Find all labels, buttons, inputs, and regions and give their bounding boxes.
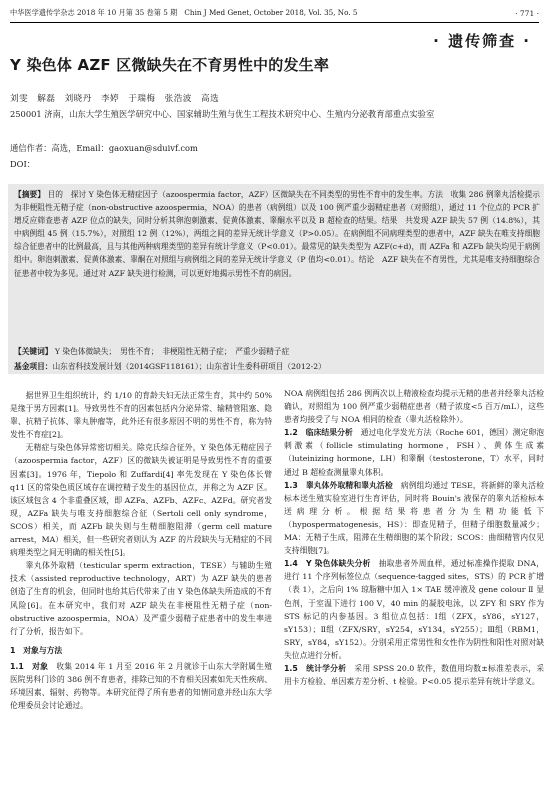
subsection-heading: 1.5 统计学分析 [284, 663, 347, 673]
keywords-text: Y 染色体微缺失； 男性不育； 非梗阻性无精子症； 严重少弱精子症 [52, 347, 290, 356]
funding [14, 361, 540, 372]
subsection-heading: 1.4 Y 染色体缺失分析 [284, 559, 371, 569]
subsection-text: 通过电化学发光方法（Roche 601，德国）测定卵泡刺激素（follicle stimulating hormone，FSH）、黄体生成素（luteinizing hormone，LH）和睾酮（testosterone，T）水平，同时通过 B 超检查测量睾丸体积。 [284, 428, 544, 477]
abstract-label: 【摘要】 [14, 190, 45, 199]
body-paragraph [284, 426, 544, 478]
article-title: Y 染色体 AZF 区微缺失在不育男性中的发生率 [10, 56, 330, 74]
body-right-column [284, 387, 544, 688]
body-paragraph [284, 557, 544, 662]
journal-citation: 中华医学遗传学杂志 2018 年 10 月第 35 卷第 5 期 Chin J Med Genet, October 2018, Vol. 35, No. 5 [10, 8, 358, 17]
body-paragraph: 睾丸体外取精（testicular sperm extraction，TESE）与辅助生殖技术（assisted reproductive technology，ART）为 AZF 缺失的患者创造了生育的机会，但同时也给其后代带来了由 Y 染色体缺失所造成的不育风险[6]。在本研究中，我们对 AZF 缺失在非梗阻性无精子症（non-obstructive azoospermia，NOA）及严重少弱精子症患者中的发生率进行了分析，报告如下。 [10, 561, 272, 636]
abstract [14, 188, 540, 280]
subsection-text: 采用 SPSS 20.0 软件，数值用均数±标准差表示，采用卡方检验、单因素方差分析、t 检验。P<0.05 提示差异有统计学意义。 [284, 663, 544, 687]
funding-label: 基金项目： [14, 362, 53, 371]
doi: DOI： [10, 159, 36, 169]
correspondence: 通信作者：高选，Email：gaoxuan@sduivf.com [10, 143, 198, 153]
subsection-heading: 1.3 睾丸体外取精和睾丸活检 [284, 480, 393, 490]
keywords [14, 346, 540, 357]
column-tag: · 遗传筛查 · [433, 32, 531, 50]
subsection-text: 收集 2014 年 1 月至 2016 年 2 月就诊于山东大学附属生殖医院男科门诊的 386 例不育患者，排除已知的不育相关因素如先天性疾病、环境因素、辐射、药物等。本研究征得了所有患者的知情同意并经山东大学伦理委员会讨论通过。 [10, 661, 273, 711]
body-paragraph: NOA 病例组包括 286 例两次以上精液检查均提示无精的患者并经睾丸活检确认，对照组为 100 例严重少弱精症患者（精子浓度<5 百万/mL），这些患者均接受了与 NOA 相同的检查（睾丸活检除外）。 [284, 389, 544, 425]
abstract-text: 目的 探讨 Y 染色体无精症因子（azoospermia factor，AZF）区微缺失在不同类型的男性不育中的发生率。方法 收集 286 例睾丸活检提示为非梗阻性无精子症（non-obstructive azoospermia，NOA）的患者（病例组）以及 100 例严重少弱精症患者（对照组），通过 11 个位点的 PCR 扩增反应筛查患者 AZF 位点的缺失，同时分析其卵泡刺激素、促黄体激素、睾酮水平以及 B 超检查的结果。结果 共发现 AZF 缺失 57 例（14.8%），其中病例组 45 例（15.7%），对照组 12 例（12%），两组之间的差异无统计学意义（P>0.05）。在病例组不同病理类型的患者中，AZF 缺失在唯支持细胞综合征患者中的比例最高，且与其他两种病理类型的差异有统计学意义（P<0.01）。最常见的缺失类型为 AZF(c+d)，而 AZFa 和 AZFb 缺失均见于病例组中。卵泡刺激素、促黄体激素、睾酮在对照组与病例组之间的差异无统计学意义（P 值均<0.01）。结论 AZF 缺失在不育男性，尤其是唯支持细胞综合征患者中较为多见。通过对 AZF 缺失进行检测，可以更好地揭示男性不育的病因。 [14, 190, 540, 278]
subsection-heading: 1.1 对象 [10, 661, 49, 671]
subsection-text: 抽取患者外周血样，通过标准操作提取 DNA，进行 11 个序列标签位点（sequence-tagged sites，STS）的 PCR 扩增（表 1），之后向 1% 琼脂糖中加入 1× TAE 缓冲液及 gene colour Ⅱ 显色剂，于室温下进行 100 V，40 min 的凝胶电泳，以 ZFY 和 SRY 作为 STS 标记的内参基因。3 组位点包括：Ⅰ组（ZFX，sY86，sY127，sY153）；Ⅱ组（ZFX/SRY，sY254，sY134，sY255）；Ⅲ组（RBM1，SRY，sY84，sY152）。分别采用正常男性和女性作为阴性和阳性对照对缺失位点进行分析。 [284, 559, 544, 660]
running-head [10, 6, 539, 23]
subsection-heading: 1.2 临床结果分析 [284, 428, 353, 438]
body-left-column [10, 389, 272, 712]
body-paragraph [284, 662, 544, 688]
body-paragraph: 据世界卫生组织统计，约 1/10 的育龄夫妇无法正常生育，其中约 50% 是缘于男方因素[1]。导致男性不育的因素包括内分泌异常、输精管阻塞、隐睾、抗精子抗体、睾丸肿瘤等，此外还有很多原因不明的男性不育，称为特发性不育症[2]。 [10, 391, 272, 440]
page-number: · 771 · [515, 8, 539, 18]
authors: 刘雯 解磊 刘晓丹 李婷 于瑞梅 张浩波 高选 [10, 94, 220, 104]
body-paragraph [284, 479, 544, 558]
body-paragraph: 无精症与染色体异常密切相关。除克氏综合征外，Y 染色体无精症因子（azoospermia factor，AZF）区的微缺失被证明是导致男性不育的重要因素[3]。1976 年，Tiepolo 和 Zuffardi[4] 率先发现在 Y 染色体长臂 q11 区的常染色质区域存在调控精子发生的基因位点，并称之为 AZF 区。该区域包含 4 个非重叠区域，即 AZFa、AZFb、AZFc、AZFd。研究者发现，AZFa 缺失与唯支持细胞综合征（Sertoli cell only syndrome，SCOS）相关，而 AZFb 缺失则与生精细胞阻滞（germ cell mature arrest，MA）相关，但一些研究者则认为 AZF 的片段缺失与无精症的不同病理类型之间无明确的相关性[5]。 [10, 443, 272, 558]
funding-text: 山东省科技发展计划（2014GSF118161）；山东省计生委科研项目（2012-2） [52, 362, 326, 371]
subsection-text: 病例组均通过 TESE，将新鲜的睾丸活检标本送生殖实验室进行生育评估，同时将 Bouin's 液保存的睾丸活检标本送病理分析。根据结果将患者分为生精功能低下（hypospermatogenesis，HS）：即查见精子，但精子细胞数量减少；MA：无精子生成，阻滞在生精细胞的某个阶段；SCOS：曲细精管内仅见支持细胞[7]。 [284, 480, 545, 556]
section-heading: 1 对象与方法 [10, 645, 63, 655]
affiliation: 250001 济南，山东大学生殖医学研究中心、国家辅助生殖与优生工程技术研究中心、生殖内分泌教育部重点实验室 [10, 109, 435, 119]
body-paragraph [10, 660, 272, 712]
keywords-label: 【关键词】 [14, 347, 53, 356]
